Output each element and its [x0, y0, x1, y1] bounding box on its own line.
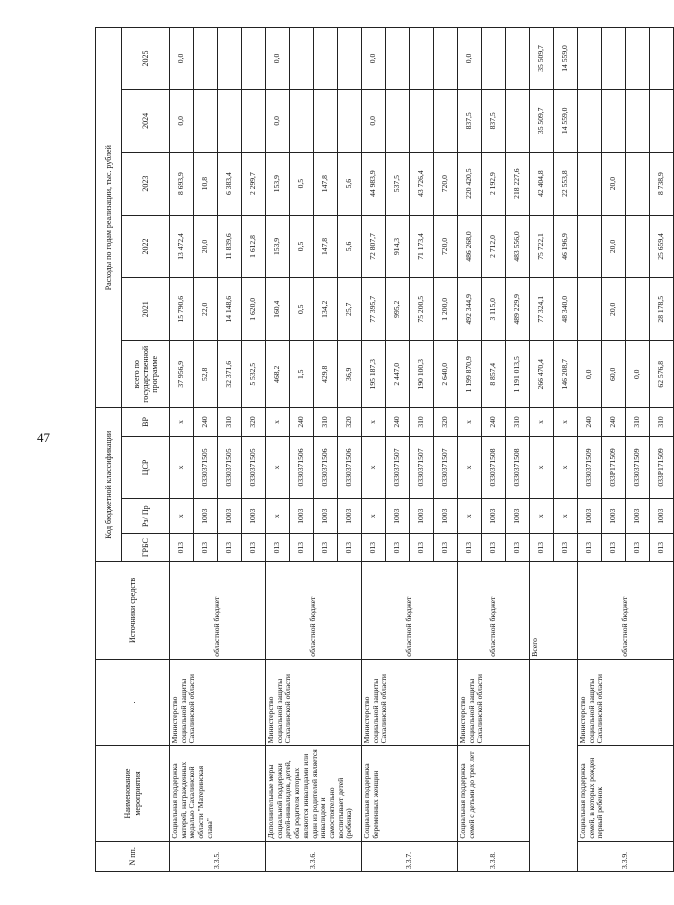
table-cell: [482, 28, 506, 90]
table-cell: х: [362, 408, 386, 436]
table-cell: 240: [578, 408, 602, 436]
table-cell: [602, 89, 626, 152]
table-cell: 220 420,5: [458, 152, 482, 215]
group-num: 3.3.6.: [266, 841, 362, 871]
table-cell: [506, 89, 530, 152]
rotated-budget-table-container: [95, 27, 666, 872]
table-cell: 5 532,5: [242, 341, 266, 408]
table-cell: 1003: [314, 499, 338, 534]
table-cell: 013: [170, 534, 194, 562]
table-cell: х: [554, 408, 578, 436]
table-cell: 492 344,9: [458, 278, 482, 341]
table-cell: 837,5: [482, 89, 506, 152]
table-cell: 310: [506, 408, 530, 436]
table-row: [530, 28, 554, 872]
table-cell: 013: [530, 534, 554, 562]
table-cell: 0,0: [266, 89, 290, 152]
table-cell: 218 227,6: [506, 152, 530, 215]
table-cell: 033P171509: [602, 436, 626, 499]
group-executor: Министерство социальной защиты Сахалинской области: [578, 659, 674, 746]
table-cell: [242, 89, 266, 152]
table-row: [458, 28, 482, 872]
group-name: Дополнительные меры социальной поддержки детей-инвалидов, детей, оба родителя которых являются инвалидами или один из родителей является инвалидом и самостоятельно воспитывает детей (ребенка): [266, 746, 362, 841]
table-cell: х: [170, 408, 194, 436]
group-source: областной бюджет: [458, 562, 530, 660]
table-cell: [578, 215, 602, 278]
table-cell: х: [362, 436, 386, 499]
header-year: 2024: [122, 89, 170, 152]
table-cell: 995,2: [386, 278, 410, 341]
header-source: Источники средств: [96, 562, 170, 660]
table-cell: 1 191 013,5: [506, 341, 530, 408]
table-cell: [410, 89, 434, 152]
group-num: 3.3.9.: [578, 841, 674, 871]
table-cell: 147,8: [314, 152, 338, 215]
table-cell: 0330371506: [314, 436, 338, 499]
table-cell: [218, 89, 242, 152]
table-cell: [626, 28, 650, 90]
table-cell: 013: [434, 534, 458, 562]
table-cell: 25 659,4: [650, 215, 674, 278]
header-num: N пп.: [96, 841, 170, 871]
header-name: Наименование мероприятия: [96, 746, 170, 841]
table-cell: [314, 28, 338, 90]
table-cell: 52,8: [194, 341, 218, 408]
table-cell: 146 208,7: [554, 341, 578, 408]
table-cell: 14 559,0: [554, 28, 578, 90]
table-cell: 013: [242, 534, 266, 562]
table-cell: 71 173,4: [410, 215, 434, 278]
table-cell: 195 187,3: [362, 341, 386, 408]
table-cell: 36,9: [338, 341, 362, 408]
table-cell: [626, 89, 650, 152]
table-cell: 1 199 870,9: [458, 341, 482, 408]
table-cell: 20,0: [194, 215, 218, 278]
header-vr: ВР: [122, 408, 170, 436]
table-cell: 20,0: [602, 152, 626, 215]
table-cell: [578, 89, 602, 152]
table-cell: 0330371508: [482, 436, 506, 499]
header-year: 2021: [122, 278, 170, 341]
group-source: областной бюджет: [266, 562, 362, 660]
table-row: [362, 28, 386, 872]
table-cell: 310: [410, 408, 434, 436]
header-grbs: ГРБС: [122, 534, 170, 562]
table-cell: 153,9: [266, 215, 290, 278]
table-cell: 013: [578, 534, 602, 562]
table-cell: 537,5: [386, 152, 410, 215]
table-cell: 28 178,5: [650, 278, 674, 341]
group-source: областной бюджет: [362, 562, 458, 660]
table-cell: 013: [410, 534, 434, 562]
table-cell: [386, 89, 410, 152]
table-cell: х: [554, 499, 578, 534]
table-cell: [626, 215, 650, 278]
table-cell: 240: [602, 408, 626, 436]
table-cell: 0330371505: [242, 436, 266, 499]
table-cell: 0,0: [362, 89, 386, 152]
table-cell: 0330371505: [218, 436, 242, 499]
table-cell: 1 620,0: [242, 278, 266, 341]
table-cell: 320: [434, 408, 458, 436]
table-cell: 310: [314, 408, 338, 436]
table-cell: 033P171509: [650, 436, 674, 499]
table-cell: 32 371,6: [218, 341, 242, 408]
table-cell: 43 726,4: [410, 152, 434, 215]
table-cell: 22,0: [194, 278, 218, 341]
group-source: областной бюджет: [170, 562, 266, 660]
table-cell: 20,0: [602, 278, 626, 341]
table-cell: 1003: [578, 499, 602, 534]
table-cell: 22 553,8: [554, 152, 578, 215]
header-executor: .: [96, 659, 170, 746]
table-cell: [290, 89, 314, 152]
table-cell: [602, 28, 626, 90]
table-cell: 0330371509: [626, 436, 650, 499]
table-cell: 0,0: [362, 28, 386, 90]
header-year: 2022: [122, 215, 170, 278]
group-source: Всего: [530, 562, 578, 660]
table-cell: 914,3: [386, 215, 410, 278]
budget-table: [95, 27, 674, 872]
table-cell: 72 807,7: [362, 215, 386, 278]
header-csr: ЦСР: [122, 436, 170, 499]
budget-table-body: [170, 28, 674, 872]
table-cell: 8 693,9: [170, 152, 194, 215]
table-cell: 0330371505: [194, 436, 218, 499]
group-name: Социальная поддержка беременных женщин: [362, 746, 458, 841]
table-cell: 1 612,8: [242, 215, 266, 278]
table-cell: [218, 28, 242, 90]
table-cell: 468,2: [266, 341, 290, 408]
table-cell: [386, 28, 410, 90]
table-cell: 1003: [242, 499, 266, 534]
table-cell: [626, 152, 650, 215]
table-cell: 320: [242, 408, 266, 436]
table-cell: 160,4: [266, 278, 290, 341]
table-cell: 320: [338, 408, 362, 436]
table-cell: 013: [266, 534, 290, 562]
table-cell: х: [554, 436, 578, 499]
table-cell: 310: [650, 408, 674, 436]
table-cell: 134,2: [314, 278, 338, 341]
table-cell: 1003: [386, 499, 410, 534]
table-cell: 0,5: [290, 278, 314, 341]
table-cell: 11 839,6: [218, 215, 242, 278]
table-cell: [578, 152, 602, 215]
table-cell: 2 640,0: [434, 341, 458, 408]
table-cell: [338, 28, 362, 90]
table-cell: 0330371509: [578, 436, 602, 499]
table-cell: 266 470,4: [530, 341, 554, 408]
table-cell: 240: [290, 408, 314, 436]
table-cell: 2 192,9: [482, 152, 506, 215]
table-cell: 153,9: [266, 152, 290, 215]
table-cell: 1,5: [290, 341, 314, 408]
table-cell: 240: [194, 408, 218, 436]
table-cell: 0330371507: [386, 436, 410, 499]
table-cell: 46 196,9: [554, 215, 578, 278]
table-cell: 37 956,9: [170, 341, 194, 408]
table-cell: 25,7: [338, 278, 362, 341]
table-cell: 48 340,0: [554, 278, 578, 341]
table-cell: х: [170, 499, 194, 534]
table-cell: 1003: [434, 499, 458, 534]
table-cell: 2 712,0: [482, 215, 506, 278]
table-cell: 0,0: [170, 89, 194, 152]
table-cell: 15 790,6: [170, 278, 194, 341]
table-cell: 13 472,4: [170, 215, 194, 278]
table-cell: 5,6: [338, 152, 362, 215]
table-cell: х: [266, 499, 290, 534]
table-cell: 35 509,7: [530, 89, 554, 152]
table-cell: 240: [482, 408, 506, 436]
table-cell: х: [530, 408, 554, 436]
table-cell: 013: [290, 534, 314, 562]
table-cell: 75 200,5: [410, 278, 434, 341]
table-cell: 44 983,9: [362, 152, 386, 215]
table-cell: 013: [194, 534, 218, 562]
group-executor: Министерство социальной защиты Сахалинской области: [170, 659, 266, 746]
table-cell: 3 115,0: [482, 278, 506, 341]
group-blank-cell: [530, 659, 578, 871]
table-cell: 0,0: [266, 28, 290, 90]
group-num: 3.3.7.: [362, 841, 458, 871]
table-cell: 75 722,1: [530, 215, 554, 278]
table-cell: 0,5: [290, 152, 314, 215]
table-cell: 1 200,0: [434, 278, 458, 341]
table-cell: [650, 28, 674, 90]
table-cell: 013: [386, 534, 410, 562]
table-cell: 1003: [218, 499, 242, 534]
table-cell: 013: [650, 534, 674, 562]
group-num: 3.3.5.: [170, 841, 266, 871]
table-cell: х: [266, 408, 290, 436]
table-cell: 6 383,4: [218, 152, 242, 215]
table-cell: 5,6: [338, 215, 362, 278]
table-cell: 0,0: [458, 28, 482, 90]
group-name: Социальная поддержка матерей, награжденных медалью Сахалинской области "Материнская слава": [170, 746, 266, 841]
table-cell: 8 738,9: [650, 152, 674, 215]
table-cell: 013: [506, 534, 530, 562]
table-cell: 14 559,0: [554, 89, 578, 152]
table-cell: [506, 28, 530, 90]
table-cell: [194, 28, 218, 90]
table-cell: 310: [218, 408, 242, 436]
table-cell: [578, 28, 602, 90]
table-cell: 0330371506: [338, 436, 362, 499]
table-cell: 2 299,7: [242, 152, 266, 215]
table-cell: 1003: [602, 499, 626, 534]
table-cell: 013: [218, 534, 242, 562]
table-cell: 720,0: [434, 215, 458, 278]
header-spend: Расходы по годам реализации, тыс. рублей: [96, 28, 122, 408]
group-executor: Министерство социальной защиты Сахалинской области: [362, 659, 458, 746]
table-cell: 77 324,1: [530, 278, 554, 341]
table-cell: 486 268,0: [458, 215, 482, 278]
table-cell: 837,5: [458, 89, 482, 152]
table-cell: 240: [386, 408, 410, 436]
table-cell: 147,8: [314, 215, 338, 278]
table-cell: 429,8: [314, 341, 338, 408]
table-cell: 483 556,0: [506, 215, 530, 278]
table-cell: 1003: [194, 499, 218, 534]
table-cell: 0,0: [578, 341, 602, 408]
table-cell: 013: [626, 534, 650, 562]
header-year: 2025: [122, 28, 170, 90]
table-cell: [410, 28, 434, 90]
group-name: Социальная поддержка семей с детьми до трех лет: [458, 746, 530, 841]
table-cell: 1003: [410, 499, 434, 534]
table-cell: 77 395,7: [362, 278, 386, 341]
table-cell: 2 447,0: [386, 341, 410, 408]
group-executor: Министерство социальной защиты Сахалинской области: [266, 659, 362, 746]
group-source: областной бюджет: [578, 562, 674, 660]
table-cell: 35 509,7: [530, 28, 554, 90]
table-cell: 0,5: [290, 215, 314, 278]
table-cell: [314, 89, 338, 152]
table-cell: 1003: [506, 499, 530, 534]
table-cell: 60,0: [602, 341, 626, 408]
table-cell: 1003: [482, 499, 506, 534]
table-cell: [242, 28, 266, 90]
table-cell: 013: [554, 534, 578, 562]
page-number: 47: [37, 430, 50, 445]
header-rzpr: Рз/ Пр: [122, 499, 170, 534]
table-cell: х: [530, 499, 554, 534]
table-cell: 013: [338, 534, 362, 562]
table-cell: 013: [314, 534, 338, 562]
table-cell: [434, 89, 458, 152]
table-row: [170, 28, 194, 872]
table-cell: х: [530, 436, 554, 499]
table-cell: 1003: [626, 499, 650, 534]
table-cell: 190 100,3: [410, 341, 434, 408]
table-cell: 8 857,4: [482, 341, 506, 408]
table-cell: 10,8: [194, 152, 218, 215]
table-cell: 0,0: [170, 28, 194, 90]
table-cell: 20,0: [602, 215, 626, 278]
table-cell: х: [458, 436, 482, 499]
table-cell: х: [170, 436, 194, 499]
header-budget-class: Код бюджетной классификации: [96, 408, 122, 562]
table-cell: х: [458, 499, 482, 534]
table-cell: х: [362, 499, 386, 534]
table-row: [578, 28, 602, 872]
table-cell: 1003: [290, 499, 314, 534]
table-cell: [578, 278, 602, 341]
table-cell: 14 148,6: [218, 278, 242, 341]
table-cell: 489 229,9: [506, 278, 530, 341]
table-cell: [194, 89, 218, 152]
table-cell: 013: [458, 534, 482, 562]
table-cell: х: [458, 408, 482, 436]
table-cell: 0330371506: [290, 436, 314, 499]
table-cell: 0330371507: [434, 436, 458, 499]
table-cell: 1003: [338, 499, 362, 534]
table-cell: 720,0: [434, 152, 458, 215]
table-row: [266, 28, 290, 872]
table-cell: 1003: [650, 499, 674, 534]
table-cell: 62 576,8: [650, 341, 674, 408]
table-cell: 013: [602, 534, 626, 562]
table-cell: 013: [362, 534, 386, 562]
table-cell: [338, 89, 362, 152]
table-cell: [290, 28, 314, 90]
table-cell: 0330371507: [410, 436, 434, 499]
group-num: 3.3.8.: [458, 841, 530, 871]
group-name: Социальная поддержка семей, в которых рожден первый ребенок: [578, 746, 674, 841]
header-year: 2023: [122, 152, 170, 215]
table-cell: 310: [626, 408, 650, 436]
table-cell: [434, 28, 458, 90]
table-cell: х: [266, 436, 290, 499]
header-total: всего по государственной программе: [122, 341, 170, 408]
table-cell: 013: [482, 534, 506, 562]
table-cell: [626, 278, 650, 341]
group-executor: Министерство социальной защиты Сахалинской области: [458, 659, 530, 746]
table-cell: [650, 89, 674, 152]
table-cell: 42 404,8: [530, 152, 554, 215]
table-cell: 0330371508: [506, 436, 530, 499]
table-cell: 0,0: [626, 341, 650, 408]
